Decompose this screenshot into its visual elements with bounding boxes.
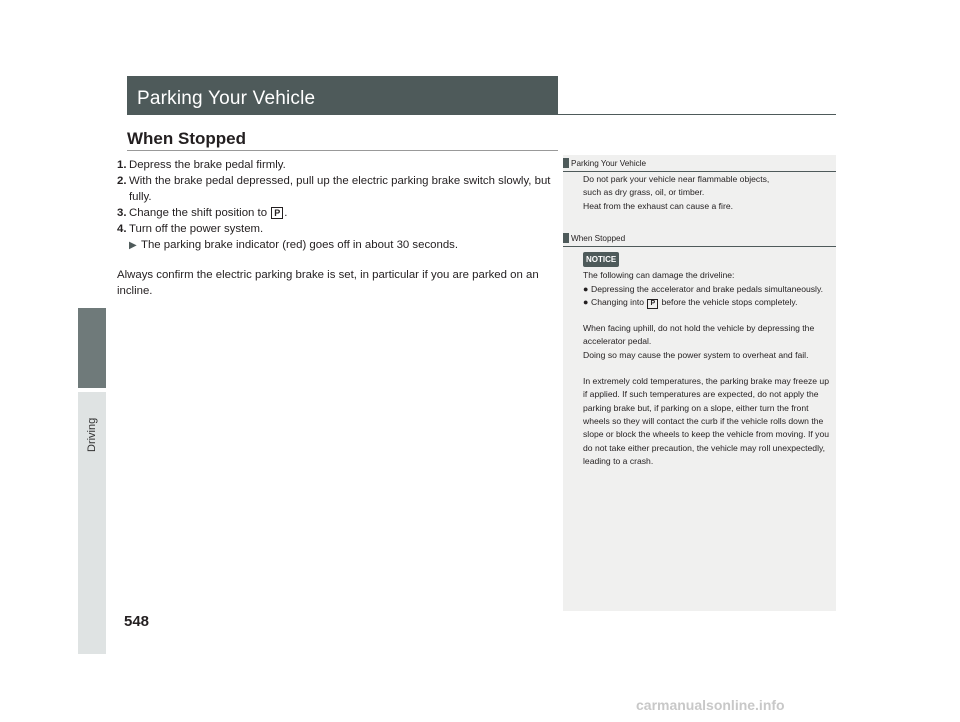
page-number: 548 (124, 613, 150, 630)
bullet-icon: ● (583, 283, 589, 294)
section-rule (127, 150, 558, 151)
shift-p-key-icon: P (271, 207, 283, 219)
step-1: 1. Depress the brake pedal firmly. (117, 159, 286, 171)
step-2: 2. With the brake pedal depressed, pull up the electric parking brake switch slowly, but fully. (117, 175, 551, 203)
section-heading: When Stopped (127, 129, 246, 148)
chapter-tab-marker (78, 308, 106, 388)
note-body-stopped: NOTICE The following can damage the driveline: ● Depressing the accelerator and brake pedals simultaneously. ● Changing into P before the vehicle stops completely. When facing uphill, do not hold the vehicle by depressing the accelerator pedal. Doing so may cause the power system to overheat and fail. In extremely cold temperatures, the parking brake may freeze up if applied. If such temperatures are expected, do not apply the parking brake but, if parking on a slope, either turn the front wheels so they will contact the curb if the vehicle rolls down the slope or block the wheels to keep the vehicle from moving. If you do not take either precaution, the vehicle may roll unexpectedly, leading to a crash. (583, 252, 833, 468)
page-title: Parking Your Vehicle (137, 88, 316, 109)
watermark: carmanualsonline.info (636, 697, 785, 713)
note-body-parking: Do not park your vehicle near flammable objects, such as dry grass, oil, or timber. Heat from the exhaust can cause a fire. (583, 174, 770, 211)
steps-list (117, 157, 562, 299)
page-title-bar (127, 76, 558, 115)
note-heading-parking: Parking Your Vehicle (563, 156, 646, 170)
sidebar-notes (563, 155, 836, 611)
title-rule (558, 114, 836, 115)
note-heading-stopped: When Stopped (563, 231, 625, 245)
notice-badge: NOTICE (583, 252, 619, 267)
note-rule (563, 171, 836, 172)
bullet-item: ● Changing into P before the vehicle stops completely. (583, 296, 833, 309)
chapter-label: Driving (86, 417, 98, 452)
bullet-item: ● Depressing the accelerator and brake pedals simultaneously. (583, 283, 833, 296)
shift-p-key-icon: P (647, 299, 658, 309)
note-rule (563, 246, 836, 247)
reference-marker-icon (563, 158, 569, 168)
bullet-icon: ● (583, 296, 589, 307)
step-4: 4. Turn off the power system. (117, 223, 264, 235)
step-3: 3. Change the shift position to P . (117, 207, 288, 219)
reference-marker-icon (563, 233, 569, 243)
arrow-right-icon: ▶ (129, 240, 137, 251)
step-4-result: ▶ The parking brake indicator (red) goes off in about 30 seconds. (117, 237, 562, 254)
confirmation-note: Always confirm the electric parking brake is set, in particular if you are parked on an incline. (117, 269, 539, 297)
